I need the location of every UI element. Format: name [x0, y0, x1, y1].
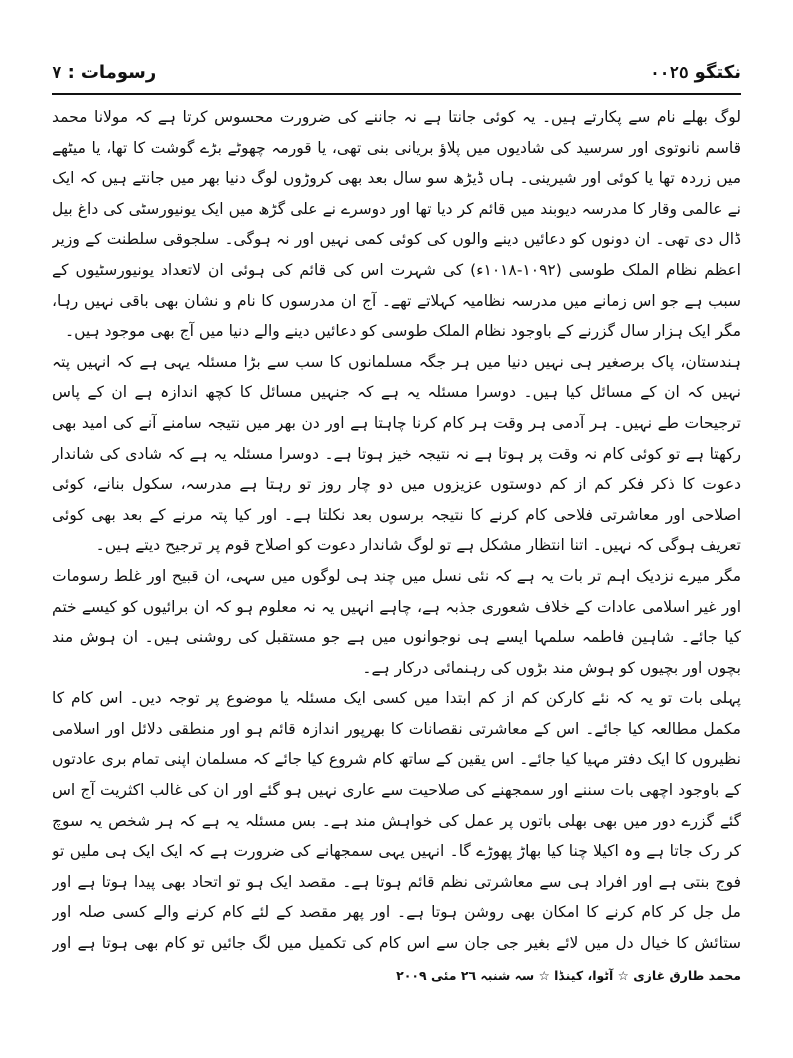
series-number: ٠٠٢٥: [650, 62, 689, 82]
page-header: [52, 54, 741, 90]
series-title: نکتگو: [694, 61, 741, 83]
paragraph-4: پہلی بات تو یہ کہ نئے کارکن کم از کم ابتدا میں کسی ایک مسئلہ یا موضوع پر توجہ دیں۔ اس کام کا مکمل مطالعہ کیا جائے۔ اس کے معاشرتی نقصانات کا بھرپور اندازہ قائم ہو اور منطقی دلائل اور اسلامی نظیروں کا ایک دفتر مہیا کیا جائے۔ اس یقین کے ساتھ کام شروع کیا جائے کہ مسلمان اپنی تمام بری عادتوں کے باوجود اچھی بات سننے اور سمجھنے کی صلاحیت سے عاری نہیں ہو گئے اور ان کی غالب اکثریت آج اس گئے گزرے دور میں بھی بھلی باتوں پر عمل کی خواہش مند ہے۔ بس مسئلہ یہ ہے کہ ہر شخص یہ سوچ کر رک جاتا ہے وہ اکیلا چنا کیا بھاڑ پھوڑے گا۔ انہیں یہی سمجھانے کی ضرورت ہے کہ ایک ایک ہی ملیں تو فوج بنتی ہے اور افراد ہی سے معاشرتی نظم قائم ہوتا ہے۔ مقصد ایک ہو تو اتحاد بھی پیدا ہوتا ہے اور مل جل کر کام کرنے کا امکان بھی روشن ہوتا ہے۔ اور پھر مقصد کے لئے کام کرنے والے کسی صلہ اور ستائش کا خیال دل میں لائے بغیر جی جان سے اس کام کی تکمیل میں لگ جائیں تو کام بھی ہوتا ہے اور: [52, 689, 741, 953]
paragraph-2: ہندستان، پاک برصغیر ہی نہیں دنیا میں ہر جگہ مسلمانوں کا سب سے بڑا مسئلہ یہی ہے کہ انہیں پتہ نہیں کہ ان کے مسائل کیا ہیں۔ دوسرا مسئلہ یہ ہے کہ جنہیں مسائل کا کچھ اندازہ ہے ان کے پاس ترجیحات طے نہیں۔ ہر آدمی ہر وقت ہر کام کرنا چاہتا ہے اور دن بھر میں نتیجہ سامنے آنے کی امید بھی رکھتا ہے تو کوئی کام نہ وقت پر ہوتا ہے نہ نتیجہ خیز ہوتا ہے۔ دوسرا مسئلہ یہ ہے کہ شادی کی شاندار دعوت کا ذکر فکر کم از کم دوستوں عزیزوں میں دو چار روز تو رہتا ہے مدرسہ، سکول بنانے، کوئی اصلاحی اور معاشرتی فلاحی کام کرنے کا نتیجہ برسوں بعد نکلتا ہے۔ اور کیا پتہ مرنے کے بعد بھی کوئی تعریف ہوگی کہ نہیں۔ اتنا انتظار مشکل ہے تو لوگ شاندار دعوت کو اصلاح قوم پر ترجیح دیتے ہیں۔: [52, 352, 741, 555]
header-separator: :: [67, 61, 75, 83]
paragraph-3: مگر میرے نزدیک اہم تر بات یہ ہے کہ نئی نسل میں چند ہی لوگوں میں سہی، ان قبیح اور غلط رسومات اور غیر اسلامی عادات کے خلاف شعوری جذبہ ہے، چاہے انہیں یہ نہ معلوم ہو کہ ان برائیوں کو کیسے ختم کیا جائے۔ شاہین فاطمہ سلمہا ایسے ہی نوجوانوں میں ہے جو مستقبل کی روشنی ہیں۔ ان ہوش مند بچوں اور بچیوں کو ہوش مند بڑوں کی رہنمائی درکار ہے۔: [52, 566, 741, 677]
header-rule: [52, 93, 741, 95]
article-title: رسومات: [80, 61, 157, 83]
header-right: [650, 62, 741, 83]
article-number: ٧: [52, 62, 62, 82]
paragraph-1: لوگ بھلے نام سے پکارتے ہیں۔ یہ کوئی جانتا ہے نہ جاننے کی ضرورت محسوس کرتا ہے کہ مولانا محمد قاسم نانوتوی اور سرسید کی شادیوں میں پلاؤ بریانی بنی تھی، یا قورمہ چھوٹے بڑے گوشت کا تھا، یا میٹھے میں زردہ تھا یا کوئی اور شیرینی۔ ہاں ڈیڑھ سو سال بعد بھی کروڑوں لوگ دنیا بھر میں جانتے ہیں کہ ایک نے عالمی وقار کا مدرسہ دیوبند میں قائم کر دیا تھا اور دوسرے نے علی گڑھ میں ایک یونیورسٹی کی داغ بیل ڈال دی تھی۔ ان دونوں کو دعائیں دینے والوں کی کوئی کمی نہیں اور نہ ہوگی۔ سلجوقی سلطنت کے وزیر اعظم نظام الملک طوسی (١٠٩٢-١٠١٨ء) کی شہرت اس کی قائم کی ہوئی ان لاتعداد یونیورسٹیوں کے سبب ہے جو اس زمانے میں مدرسہ نظامیہ کہلاتے تھے۔ آج ان مدرسوں کا نام و نشان بھی باقی نہیں رہا، مگر ایک ہزار سال گزرنے کے باوجود نظام الملک طوسی کو دعائیں دینے والے دنیا میں آج بھی موجود ہیں۔: [52, 108, 741, 341]
header-left: [52, 62, 156, 83]
author-signature: محمد طارق غازی ☆ آٹوا، کینڈا ☆ سہ شنبہ ٢٦ مئی ٢٠٠٩: [396, 968, 741, 983]
article-body: [52, 102, 741, 962]
